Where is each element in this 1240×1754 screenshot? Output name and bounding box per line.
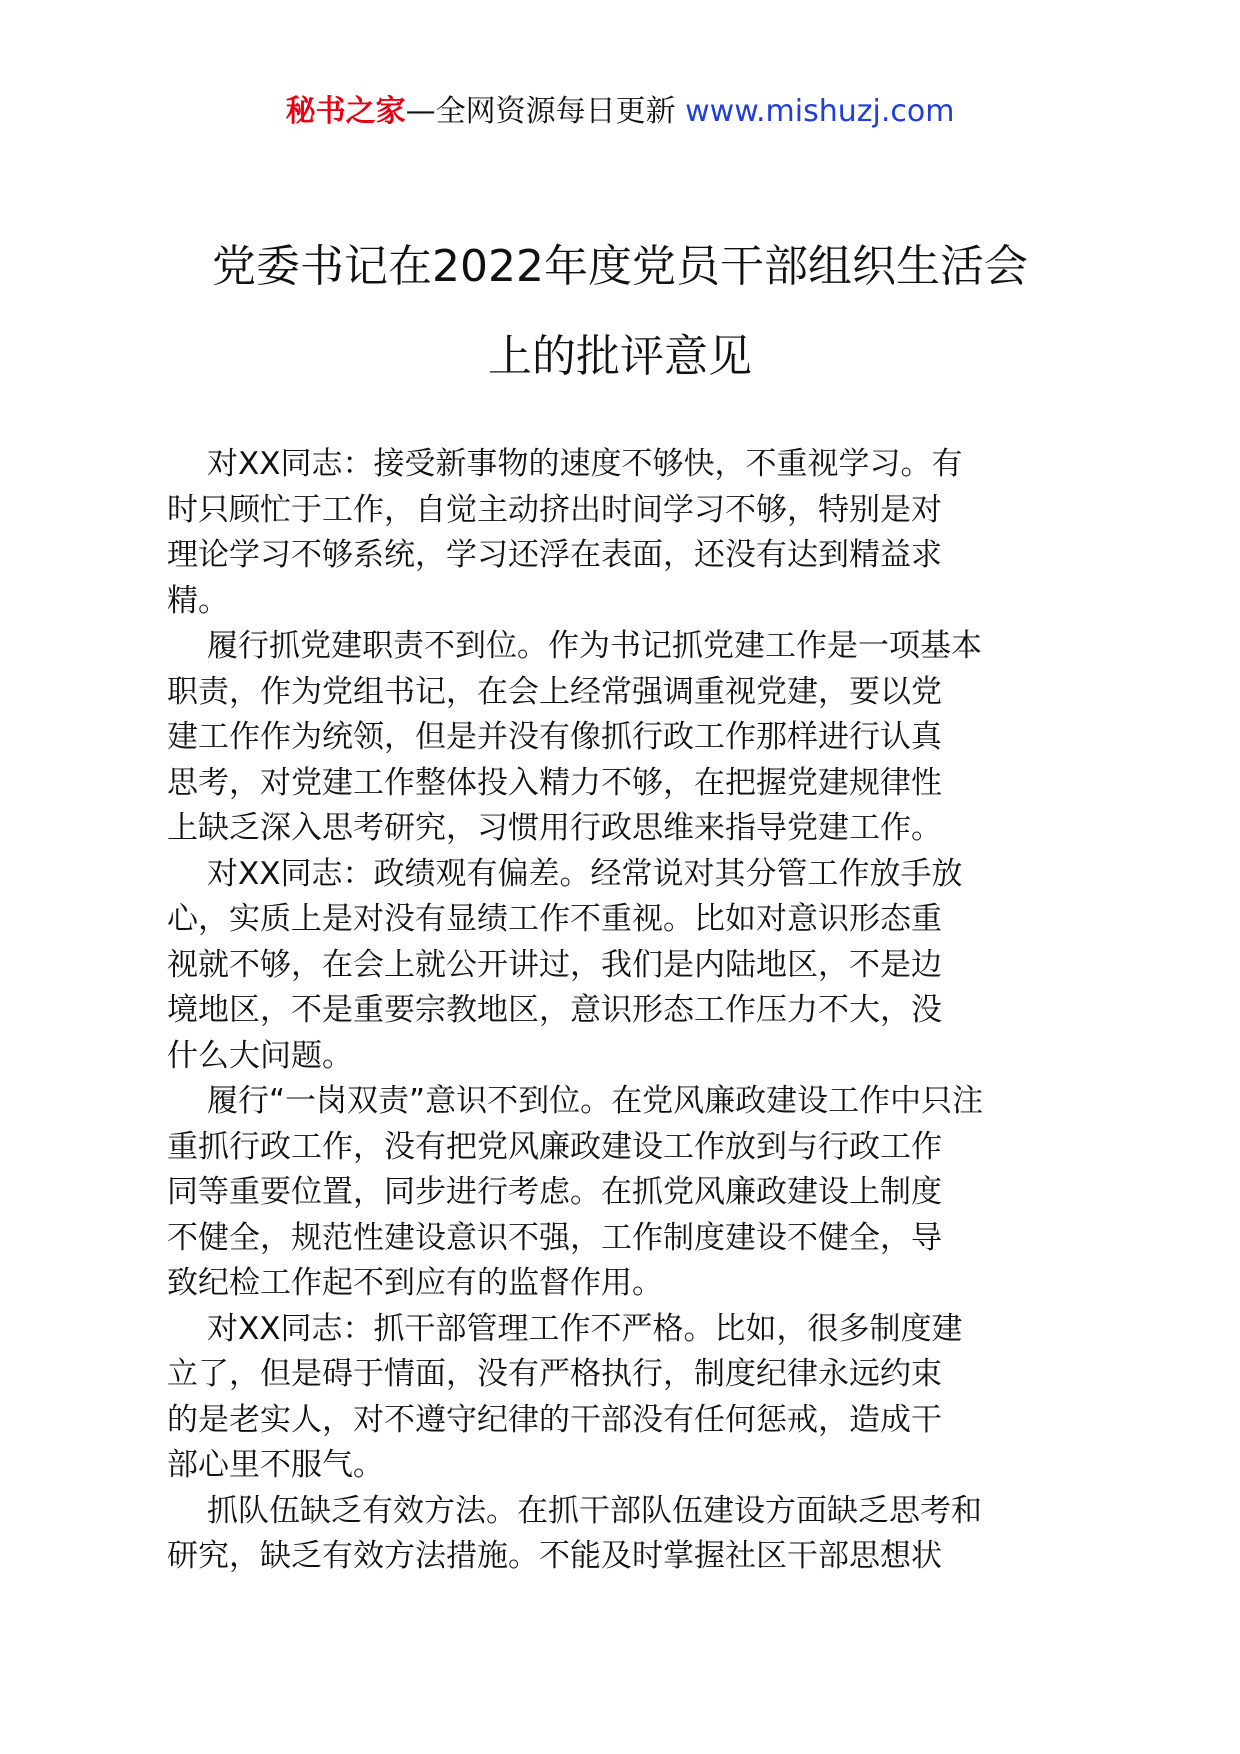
paragraph-line: 对XX同志：抓干部管理工作不严格。比如，很多制度建 <box>207 1310 963 1347</box>
paragraph-line: 什么大问题。 <box>167 1037 353 1074</box>
paragraph-line: 境地区，不是重要宗教地区，意识形态工作压力不大，没 <box>167 992 942 1028</box>
paragraph-line: 职责，作为党组书记，在会上经常强调重视党建，要以党 <box>167 673 942 710</box>
title-line-2: 上的批评意见 <box>488 331 752 382</box>
paragraph-3 <box>167 852 1055 1080</box>
paragraph-line: 精。 <box>167 582 229 619</box>
paragraph-line: 研究，缺乏有效方法措施。不能及时掌握社区干部思想状 <box>167 1538 942 1574</box>
paragraph-line: 理论学习不够系统，学习还浮在表面，还没有达到精益求 <box>167 537 942 573</box>
paragraph-line: 立了，但是碍于情面，没有严格执行，制度纪律永远约束 <box>167 1356 942 1392</box>
paragraph-line: 思考，对党建工作整体投入精力不够，在把握党建规律性 <box>167 764 942 801</box>
paragraph-6 <box>167 1489 1055 1580</box>
paragraph-line: 履行抓党建职责不到位。作为书记抓党建工作是一项基本 <box>207 628 982 664</box>
site-header <box>0 92 1240 132</box>
site-url-link[interactable]: www.mishuzj.com <box>685 94 955 129</box>
paragraph-5 <box>167 1307 1055 1489</box>
paragraph-1 <box>167 442 1055 624</box>
paragraph-line: 履行“一岗双责”意识不到位。在党风廉政建设工作中只注 <box>207 1083 984 1119</box>
document-body <box>167 442 1055 1580</box>
paragraph-line: 重抓行政工作，没有把党风廉政建设工作放到与行政工作 <box>167 1128 942 1165</box>
paragraph-2 <box>167 624 1055 852</box>
paragraph-line: 对XX同志：政绩观有偏差。经常说对其分管工作放手放 <box>207 855 963 892</box>
site-brand: 秘书之家 <box>285 94 406 129</box>
paragraph-line: 对XX同志：接受新事物的速度不够快，不重视学习。有 <box>207 446 963 482</box>
paragraph-line: 致纪检工作起不到应有的监督作用。 <box>167 1265 663 1301</box>
paragraph-line: 上缺乏深入思考研究，习惯用行政思维来指导党建工作。 <box>167 810 942 846</box>
site-tagline: —全网资源每日更新 <box>405 94 676 129</box>
paragraph-line: 心，实质上是对没有显绩工作不重视。比如对意识形态重 <box>167 901 942 937</box>
paragraph-line: 同等重要位置，同步进行考虑。在抓党风廉政建设上制度 <box>167 1174 942 1210</box>
paragraph-line: 时只顾忙于工作，自觉主动挤出时间学习不够，特别是对 <box>167 491 942 528</box>
document-title <box>140 222 1100 402</box>
paragraph-line: 不健全，规范性建设意识不强，工作制度建设不健全，导 <box>167 1219 942 1256</box>
paragraph-4 <box>167 1079 1055 1307</box>
paragraph-line: 建工作作为统领，但是并没有像抓行政工作那样进行认真 <box>167 719 942 755</box>
paragraph-line: 视就不够，在会上就公开讲过，我们是内陆地区，不是边 <box>167 946 942 983</box>
paragraph-line: 的是老实人，对不遵守纪律的干部没有任何惩戒，造成干 <box>167 1401 942 1438</box>
paragraph-line: 部心里不服气。 <box>167 1447 384 1483</box>
title-line-1: 党委书记在2022年度党员干部组织生活会 <box>212 241 1028 292</box>
paragraph-line: 抓队伍缺乏有效方法。在抓干部队伍建设方面缺乏思考和 <box>207 1492 982 1529</box>
